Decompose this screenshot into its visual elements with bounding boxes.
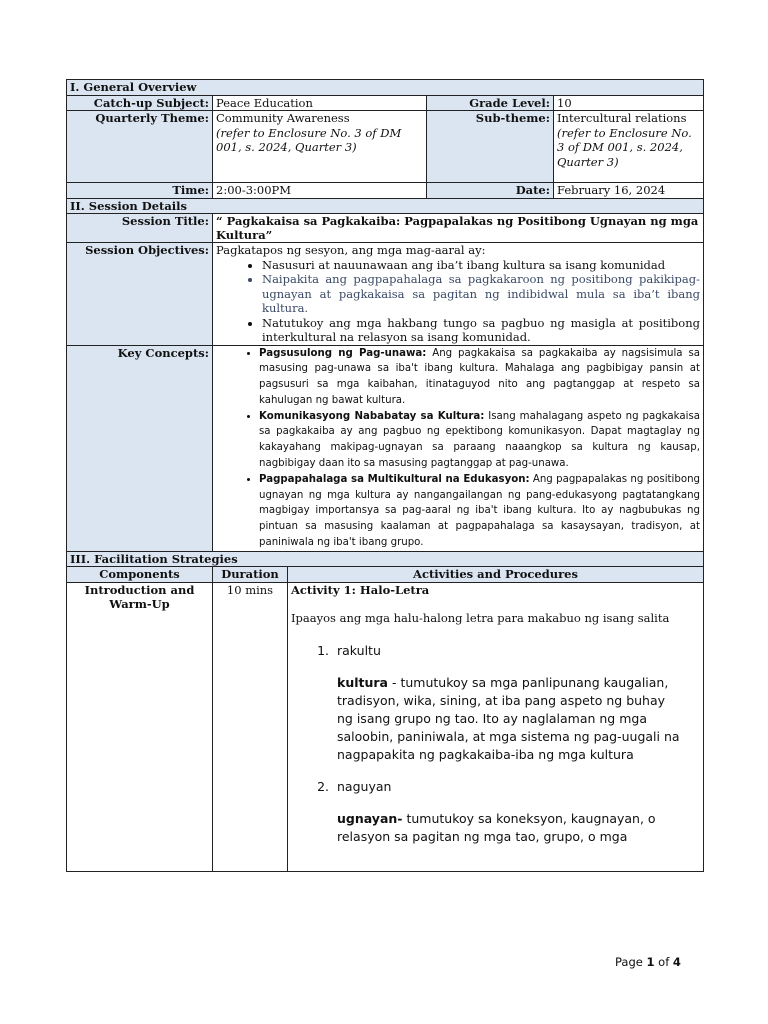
time-row [67,183,704,199]
key-concepts-row [67,345,704,551]
session-title-value: “ Pagkakaisa sa Pagkakaiba: Pagpapalakas ng Positibong Ugnayan ng mga Kultura” [213,214,704,243]
session-objectives-row [67,243,704,346]
col-activities: Activities and Procedures [288,567,704,583]
sub-theme-value: Intercultural relations [557,111,687,125]
objective-item: • Natutukoy ang mga hakbang tungo sa pagbuo ng masigla at positibong interkultural na relasyon sa isang komunidad. [262,316,700,345]
facilitation-header: III. Facilitation Strategies [67,551,704,567]
col-components: Components [67,567,213,583]
concept-item [259,472,700,551]
key-concepts-cell [213,345,704,551]
page-current: 1 [646,955,655,969]
session-title-label: Session Title: [67,214,213,243]
theme-row [67,111,704,183]
time-label: Time: [67,183,213,199]
concept-term: Komunikasyong Nababatay sa Kultura: [259,410,485,422]
date-value: February 16, 2024 [554,183,704,199]
session-objectives-label: Session Objectives: [67,243,213,346]
concept-item [259,346,700,409]
lesson-plan-page [66,79,703,872]
date-label: Date: [427,183,554,199]
definition-term: ugnayan- [337,810,403,826]
lesson-plan-table [66,79,704,872]
facilitation-columns-row [67,567,704,583]
session-details-header-row [67,198,704,214]
page-number [615,955,681,969]
catchup-row [67,95,704,111]
objectives-list [216,258,700,345]
page-total: 4 [672,955,681,969]
session-details-header: II. Session Details [67,198,704,214]
activity-instruction: Ipaayos ang mga halu-halong letra para makabuo ng isang salita [291,611,670,626]
activity-title: Activity 1: Halo-Letra [291,582,430,597]
objectives-intro: Pagkatapos ng sesyon, ang mga mag-aaral ay: [216,243,486,257]
key-concepts-label: Key Concepts: [67,345,213,551]
col-duration: Duration [213,567,288,583]
concept-text: Ang pagkakaisa sa pagkakaiba ay nagsisimula sa masusing pag-unawa sa iba't ibang kultura. Mahalaga ang pagbibigay pansin at pagsusuri sa mga kaibahan, itinataguyod nito ang pagtanggap at respeto sa kahulugan ng bawat kultura. [259,347,700,406]
activity-items [291,642,700,846]
concept-term: Pagsusulong ng Pag-unawa: [259,347,427,359]
catchup-subject-label: Catch-up Subject: [67,95,213,111]
sub-theme-reference: (refer to Enclosure No. 3 of DM 001, s. 2024, Quarter 3) [557,125,692,169]
grade-level-value: 10 [554,95,704,111]
grade-level-label: Grade Level: [427,95,554,111]
scrambled-word: naguyan [337,778,392,794]
activity-cell [288,582,704,871]
concept-text: Ang pagpapalakas ng positibong ugnayan ng mga kultura ay nangangailangan ng pang-edukasyong pagtatangkang magbigay importansya sa pag-aaral ng iba't ibang kultura. Ito ay nagbubukas ng pintuan sa masusing kaalaman at pagpapahalaga sa kasaysayan, tradisyon, at paniniwala ng iba't ibang grupo. [259,473,700,549]
scramble-item [291,778,700,796]
quarterly-theme-label: Quarterly Theme: [67,111,213,183]
definition-block [291,810,700,846]
objective-item: • Naipakita ang pagpapahalaga sa pagkakaroon ng positibong pakikipag-ugnayan at pagkakaisa sa pagitan ng indibidwal mula sa iba’t ibang kultura. [262,272,700,316]
sub-theme-label: Sub-theme: [427,111,554,183]
session-title-row [67,214,704,243]
concept-text: Isang mahalagang aspeto ng pagkakaisa sa pagkakaiba ay ang pagbuo ng epektibong komunikasyon. Dapat magtaglay ng kakayahang makipag-ugnayan sa paraang naaangkop sa kultura ng kausap, nagbibigay daan ito sa masusing pagtanggap at pag-unawa. [259,410,700,470]
catchup-subject-value: Peace Education [213,95,427,111]
component-name: Introduction and Warm-Up [67,582,213,871]
objective-item: • Nasusuri at nauunawaan ang iba’t ibang kultura sa isang komunidad [262,258,700,273]
general-overview-header-row [67,80,704,96]
time-value: 2:00-3:00PM [213,183,427,199]
quarterly-theme-value: Community Awareness [216,111,350,125]
introduction-row [67,582,704,871]
definition-term: kultura [337,674,388,690]
quarterly-theme-reference: (refer to Enclosure No. 3 of DM 001, s. 2024, Quarter 3) [216,125,402,154]
component-duration: 10 mins [213,582,288,871]
concept-term: Pagpapahalaga sa Multikultural na Edukasyon: [259,473,530,485]
page-of: of [654,955,673,969]
facilitation-header-row [67,551,704,567]
definition-text: - tumutukoy sa mga panlipunang kaugalian, tradisyon, wika, sining, at iba pang aspeto ng buhay ng isang grupo ng tao. Ito ay naglalaman ng mga saloobin, paniniwala, at mga sistema ng pag-uugali na nagpapakita ng pagkakaiba-iba ng mga kultura [337,674,680,762]
scrambled-word: rakultu [337,642,381,658]
sub-theme-cell [554,111,704,183]
concept-item [259,409,700,472]
item-number: 2. [317,778,329,794]
scramble-item [291,642,700,660]
general-overview-header: I. General Overview [67,80,704,96]
page-prefix: Page [615,955,647,969]
key-concepts-list [216,346,700,551]
item-number: 1. [317,642,329,658]
definition-text: tumutukoy sa koneksyon, kaugnayan, o relasyon sa pagitan ng mga tao, grupo, o mga [337,810,656,844]
definition-block [291,674,700,764]
quarterly-theme-cell [213,111,427,183]
session-objectives-cell [213,243,704,346]
